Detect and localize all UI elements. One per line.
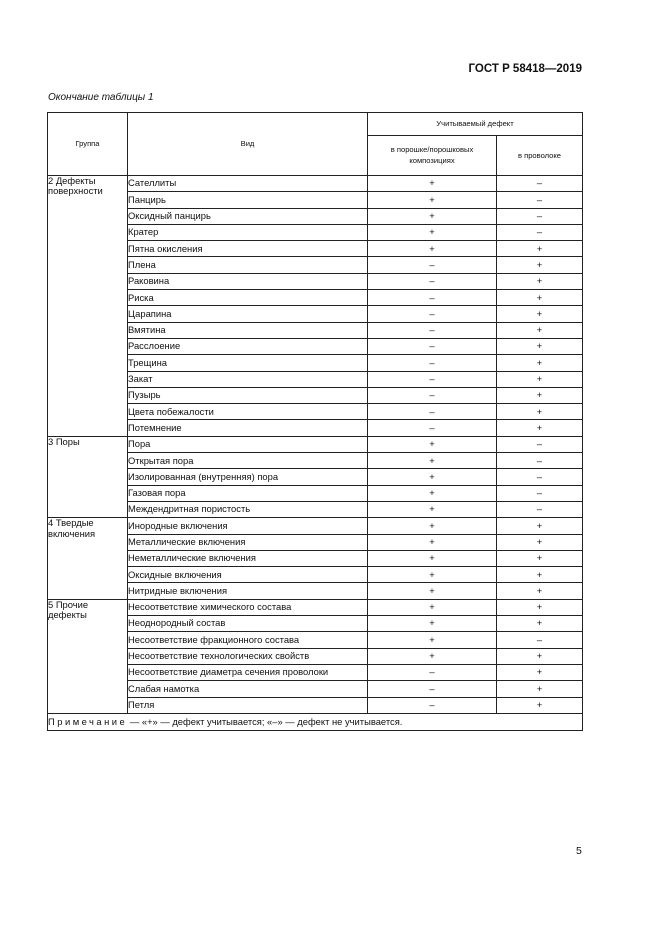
defect-kind-cell: Петля — [128, 697, 368, 713]
powder-mark-cell: – — [368, 371, 497, 387]
wire-mark-cell: + — [497, 371, 583, 387]
wire-mark-cell: – — [497, 453, 583, 469]
powder-mark-cell: – — [368, 273, 497, 289]
wire-mark-cell: + — [497, 306, 583, 322]
defects-table — [47, 112, 583, 731]
wire-mark-cell: + — [497, 599, 583, 615]
table-row — [48, 241, 583, 257]
table-row — [48, 599, 583, 615]
wire-mark-cell: – — [497, 469, 583, 485]
table-row — [48, 518, 583, 534]
wire-mark-cell: – — [497, 632, 583, 648]
defect-kind-cell: Пятна окисления — [128, 241, 368, 257]
header-kind: Вид — [128, 113, 368, 176]
table-row — [48, 469, 583, 485]
header-group: Группа — [48, 113, 128, 176]
defect-kind-cell: Сателлиты — [128, 176, 368, 192]
powder-mark-cell: – — [368, 290, 497, 306]
defect-kind-cell: Газовая пора — [128, 485, 368, 501]
wire-mark-cell: + — [497, 550, 583, 566]
wire-mark-cell: + — [497, 420, 583, 436]
table-row — [48, 453, 583, 469]
powder-mark-cell: + — [368, 208, 497, 224]
table-body — [48, 176, 583, 714]
wire-mark-cell: + — [497, 322, 583, 338]
powder-mark-cell: + — [368, 648, 497, 664]
powder-mark-cell: + — [368, 550, 497, 566]
table-row — [48, 404, 583, 420]
table-row — [48, 176, 583, 192]
group-name-cell: 5 Прочие дефекты — [48, 599, 128, 713]
defect-kind-cell: Плена — [128, 257, 368, 273]
table-row — [48, 338, 583, 354]
defect-kind-cell: Расслоение — [128, 338, 368, 354]
wire-mark-cell: – — [497, 192, 583, 208]
defect-kind-cell: Потемнение — [128, 420, 368, 436]
defect-kind-cell: Неоднородный состав — [128, 616, 368, 632]
defect-kind-cell: Нитридные включения — [128, 583, 368, 599]
powder-mark-cell: + — [368, 534, 497, 550]
header-powder: в порошке/порошковых композициях — [368, 136, 497, 176]
defect-kind-cell: Изолированная (внутренняя) пора — [128, 469, 368, 485]
wire-mark-cell: + — [497, 616, 583, 632]
defect-kind-cell: Царапина — [128, 306, 368, 322]
defect-kind-cell: Оксидные включения — [128, 567, 368, 583]
powder-mark-cell: + — [368, 567, 497, 583]
defect-kind-cell: Металлические включения — [128, 534, 368, 550]
powder-mark-cell: – — [368, 306, 497, 322]
powder-mark-cell: – — [368, 387, 497, 403]
defect-kind-cell: Раковина — [128, 273, 368, 289]
powder-mark-cell: – — [368, 257, 497, 273]
page-number: 5 — [576, 845, 582, 857]
table-row — [48, 534, 583, 550]
standard-code: ГОСТ Р 58418—2019 — [468, 63, 582, 75]
note-label: Примечание — [48, 715, 128, 727]
table-row — [48, 583, 583, 599]
group-name-cell: 3 Поры — [48, 436, 128, 517]
powder-mark-cell: – — [368, 322, 497, 338]
wire-mark-cell: + — [497, 273, 583, 289]
powder-mark-cell: – — [368, 420, 497, 436]
table-row — [48, 681, 583, 697]
wire-mark-cell: + — [497, 290, 583, 306]
defect-kind-cell: Оксидный панцирь — [128, 208, 368, 224]
table-row — [48, 273, 583, 289]
powder-mark-cell: – — [368, 697, 497, 713]
wire-mark-cell: + — [497, 567, 583, 583]
defect-kind-cell: Пора — [128, 436, 368, 452]
powder-mark-cell: + — [368, 518, 497, 534]
powder-mark-cell: – — [368, 355, 497, 371]
defect-kind-cell: Междендритная пористость — [128, 501, 368, 517]
defect-kind-cell: Открытая пора — [128, 453, 368, 469]
wire-mark-cell: + — [497, 534, 583, 550]
table-row — [48, 257, 583, 273]
table-caption: Окончание таблицы 1 — [48, 92, 154, 103]
wire-mark-cell: + — [497, 404, 583, 420]
table-row — [48, 208, 583, 224]
table-row — [48, 648, 583, 664]
table-row — [48, 306, 583, 322]
table-note — [48, 713, 583, 730]
powder-mark-cell: – — [368, 404, 497, 420]
powder-mark-cell: + — [368, 485, 497, 501]
defect-kind-cell: Несоответствие технологических свойств — [128, 648, 368, 664]
wire-mark-cell: – — [497, 501, 583, 517]
table-row — [48, 436, 583, 452]
powder-mark-cell: – — [368, 338, 497, 354]
wire-mark-cell: + — [497, 387, 583, 403]
table-row — [48, 550, 583, 566]
wire-mark-cell: – — [497, 485, 583, 501]
table-row — [48, 224, 583, 240]
wire-mark-cell: + — [497, 681, 583, 697]
table-row — [48, 371, 583, 387]
table-row — [48, 322, 583, 338]
powder-mark-cell: + — [368, 501, 497, 517]
defect-kind-cell: Трещина — [128, 355, 368, 371]
wire-mark-cell: + — [497, 518, 583, 534]
defect-kind-cell: Несоответствие фракционного состава — [128, 632, 368, 648]
wire-mark-cell: + — [497, 257, 583, 273]
wire-mark-cell: – — [497, 176, 583, 192]
defect-kind-cell: Слабая намотка — [128, 681, 368, 697]
group-name-cell: 2 Дефекты поверхности — [48, 176, 128, 437]
defect-kind-cell: Пузырь — [128, 387, 368, 403]
powder-mark-cell: + — [368, 453, 497, 469]
wire-mark-cell: + — [497, 697, 583, 713]
powder-mark-cell: + — [368, 469, 497, 485]
header-wire: в проволоке — [497, 136, 583, 176]
wire-mark-cell: + — [497, 241, 583, 257]
wire-mark-cell: + — [497, 664, 583, 680]
wire-mark-cell: + — [497, 338, 583, 354]
wire-mark-cell: – — [497, 224, 583, 240]
table-row — [48, 697, 583, 713]
header-considered-defect: Учитываемый дефект — [368, 113, 583, 136]
table-row — [48, 355, 583, 371]
defect-kind-cell: Вмятина — [128, 322, 368, 338]
powder-mark-cell: + — [368, 583, 497, 599]
powder-mark-cell: + — [368, 616, 497, 632]
table-row — [48, 290, 583, 306]
defect-kind-cell: Кратер — [128, 224, 368, 240]
defect-kind-cell: Инородные включения — [128, 518, 368, 534]
powder-mark-cell: + — [368, 224, 497, 240]
defect-kind-cell: Неметаллические включения — [128, 550, 368, 566]
defect-kind-cell: Панцирь — [128, 192, 368, 208]
wire-mark-cell: + — [497, 355, 583, 371]
defect-kind-cell: Несоответствие химического состава — [128, 599, 368, 615]
defect-kind-cell: Закат — [128, 371, 368, 387]
defect-kind-cell: Риска — [128, 290, 368, 306]
table-row — [48, 420, 583, 436]
powder-mark-cell: + — [368, 632, 497, 648]
defect-kind-cell: Несоответствие диаметра сечения проволоки — [128, 664, 368, 680]
group-name-cell: 4 Твердые включения — [48, 518, 128, 599]
defect-kind-cell: Цвета побежалости — [128, 404, 368, 420]
powder-mark-cell: + — [368, 436, 497, 452]
table-row — [48, 501, 583, 517]
note-text: — «+» — дефект учитывается; «–» — дефект не учитывается. — [127, 715, 403, 727]
powder-mark-cell: – — [368, 681, 497, 697]
table-row — [48, 616, 583, 632]
wire-mark-cell: – — [497, 436, 583, 452]
table-row — [48, 664, 583, 680]
table-row — [48, 567, 583, 583]
table-row — [48, 485, 583, 501]
table-row — [48, 632, 583, 648]
table-row — [48, 192, 583, 208]
powder-mark-cell: + — [368, 241, 497, 257]
powder-mark-cell: + — [368, 176, 497, 192]
wire-mark-cell: + — [497, 648, 583, 664]
powder-mark-cell: + — [368, 192, 497, 208]
table-row — [48, 387, 583, 403]
powder-mark-cell: + — [368, 599, 497, 615]
wire-mark-cell: – — [497, 208, 583, 224]
wire-mark-cell: + — [497, 583, 583, 599]
powder-mark-cell: – — [368, 664, 497, 680]
